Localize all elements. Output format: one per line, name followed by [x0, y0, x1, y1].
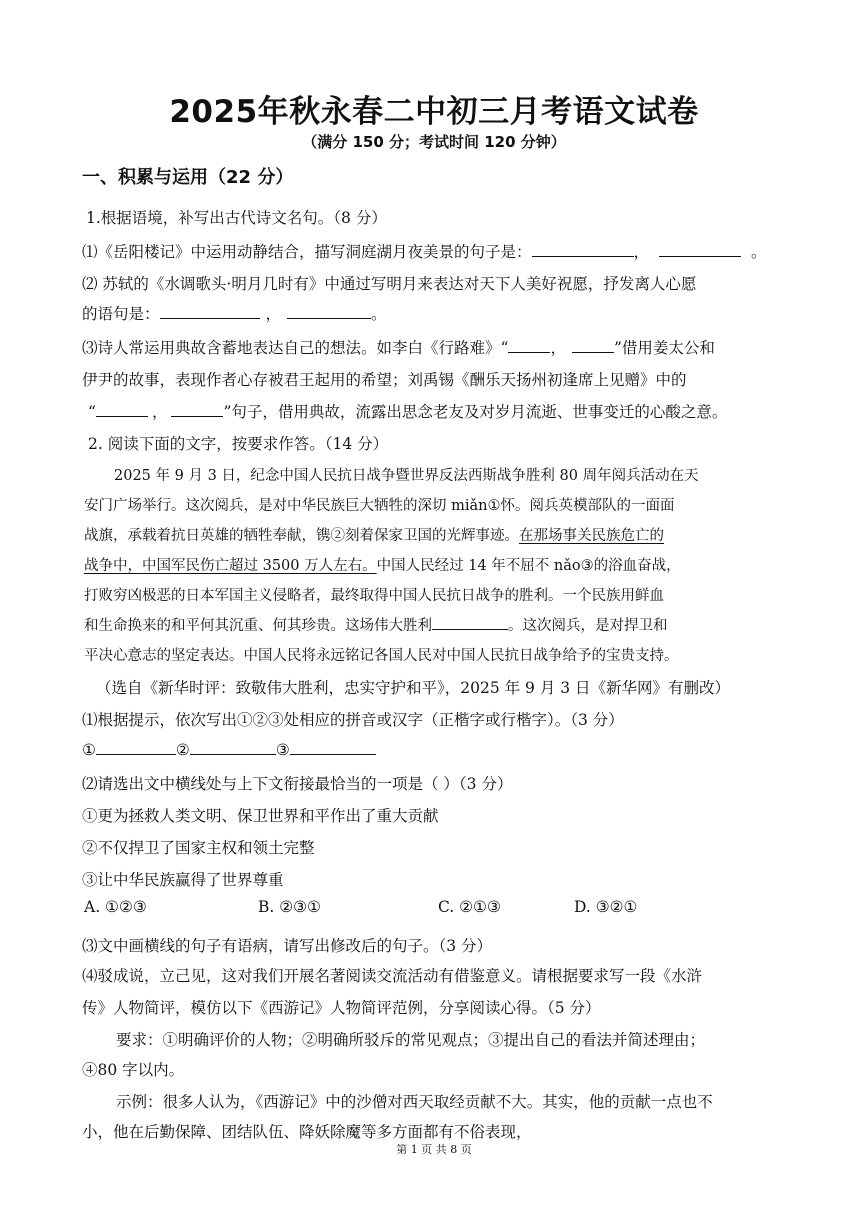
choice-c[interactable]: C. ②①③: [438, 898, 501, 916]
passage-line: [84, 524, 664, 545]
requirements-line2: ④80 字以内。: [82, 1061, 185, 1079]
page-number: 第 1 页 共 8 页: [396, 1143, 472, 1156]
q1-item2-text: 的语句是：: [82, 305, 160, 323]
page-title: 2025年秋永春二中初三月考语文试卷: [169, 94, 699, 130]
passage-source: （选自《新华时评：致敬伟大胜利，忠实守护和平》，2025 年 9 月 3 日《新华网》有删改）: [96, 679, 731, 697]
answer-blank[interactable]: [287, 304, 371, 319]
passage-line: 打败穷凶极恶的日本军国主义侵略者，最终取得中国人民抗日战争的胜利。一个民族用鲜血: [84, 588, 664, 604]
passage-line: [84, 554, 681, 575]
comma: ，: [151, 403, 168, 421]
period: 。: [751, 243, 767, 261]
exam-info: （满分 150 分；考试时间 120 分钟）: [302, 133, 566, 151]
answer-blank[interactable]: [572, 338, 614, 353]
q2-sub3: ⑶文中画横线的句子有语病，请写出修改后的句子。（3 分）: [82, 937, 493, 955]
choice-a[interactable]: A. ①②③: [84, 898, 147, 916]
q1-item3-line1: [82, 336, 715, 358]
answer-blank[interactable]: [508, 338, 550, 353]
q2-sub4-line2: 传》人物简评，模仿以下《西游记》人物简评范例，分享阅读心得。（5 分）: [82, 999, 601, 1017]
requirements-line1: 要求：①明确评价的人物；②明确所驳斥的常见观点；③提出自己的看法并简述理由；: [116, 1031, 706, 1049]
example-line2: 小，他在后勤保障、团结队伍、降妖除魔等多方面都有不俗表现，: [82, 1123, 532, 1141]
q1-item1-text: ⑴《岳阳楼记》中运用动静结合，描写洞庭湖月夜美景的句子是：: [82, 243, 532, 261]
q2-sub4-line1: ⑷驳成说，立己见，这对我们开展名著阅读交流活动有借鉴意义。请根据要求写一段《水浒: [82, 967, 703, 985]
marker-3: ③: [275, 741, 290, 759]
q2-stem: 2. 阅读下面的文字，按要求作答。（14 分）: [88, 435, 389, 453]
option-1: ①更为拯救人类文明、保卫世界和平作出了重大贡献: [82, 807, 439, 825]
comma: ，: [265, 305, 282, 323]
q2-sub1-answers: [82, 740, 376, 759]
answer-blank[interactable]: [160, 304, 260, 319]
passage-text: 。这次阅兵，是对捍卫和: [508, 618, 668, 634]
option-3: ③让中华民族赢得了世界尊重: [82, 871, 284, 889]
underlined-sentence: 在那场事关民族危亡的: [519, 528, 664, 544]
passage-text: 和生命换来的和平何其沉重、何其珍贵。这场伟大胜利: [84, 618, 432, 634]
q1-item2-line2: [82, 302, 387, 324]
marker-2: ②: [175, 741, 190, 759]
answer-blank[interactable]: [432, 615, 508, 630]
example-line1: 示例：很多人认为，《西游记》中的沙僧对西天取经贡献不大。其实，他的贡献一点也不: [116, 1093, 713, 1111]
period: 。: [371, 305, 387, 323]
section-heading: 一、积累与运用（22 分）: [82, 167, 294, 188]
q1-stem: 1.根据语境，补写出古代诗文名句。（8 分）: [86, 209, 387, 227]
answer-blank[interactable]: [659, 242, 741, 257]
answer-blank[interactable]: [532, 242, 634, 257]
choice-d[interactable]: D. ③②①: [574, 898, 638, 916]
comma: ，: [550, 339, 566, 357]
open-quote: “: [88, 403, 96, 421]
q2-sub2: ⑵请选出文中横线处与上下文衔接最恰当的一项是（ ）（3 分）: [82, 775, 513, 793]
passage-line: 平决心意志的坚定表达。中国人民将永远铭记各国人民对中国人民抗日战争给予的宝贵支持。: [84, 648, 679, 664]
q1-item3-text: ⑶诗人常运用典故含蓄地表达自己的想法。如李白《行路难》“: [82, 339, 509, 357]
q1-item2-line1: ⑵ 苏轼的《水调歌头·明月几时有》中通过写明月来表达对天下人美好祝愿，抒发离人心愿: [82, 275, 697, 293]
answer-blank[interactable]: [96, 740, 176, 755]
passage-line: 安门广场举行。这次阅兵，是对中华民族巨大牺牲的深切 miǎn①怀。阅兵英模部队的一面面: [84, 498, 675, 514]
passage-text: 战旗，承载着抗日英雄的牺牲奉献，镌②刻着保家卫国的光辉事迹。: [84, 528, 519, 544]
q1-item3-text-end: ”句子，借用典故，流露出思念老友及对岁月流逝、世事变迁的心酸之意。: [223, 403, 728, 421]
passage-line: 2025 年 9 月 3 日，纪念中国人民抗日战争暨世界反法西斯战争胜利 80 周年阅兵活动在天: [114, 468, 699, 484]
q1-item3-line3: [88, 400, 727, 422]
option-2: ②不仅捍卫了国家主权和领土完整: [82, 839, 315, 857]
passage-text: 中国人民经过 14 年不屈不 nǎo③的浴血奋战，: [376, 558, 681, 574]
answer-blank[interactable]: [96, 402, 148, 417]
answer-blank[interactable]: [290, 740, 376, 755]
q1-item3-text-end: ”借用姜太公和: [613, 339, 715, 357]
q1-item1: [82, 240, 767, 262]
marker-1: ①: [82, 741, 96, 759]
choice-b[interactable]: B. ②③①: [258, 898, 321, 916]
q2-sub1: ⑴根据提示，依次写出①②③处相应的拼音或汉字（正楷字或行楷字）。（3 分）: [82, 711, 624, 729]
answer-blank[interactable]: [190, 740, 276, 755]
comma: ，: [633, 243, 650, 261]
answer-blank[interactable]: [171, 402, 223, 417]
q1-item3-line2: 伊尹的故事，表现作者心存被君王起用的希望；刘禹锡《酬乐天扬州初逢席上见赠》中的: [82, 371, 687, 389]
underlined-sentence: 战争中，中国军民伤亡超过 3500 万人左右。: [84, 558, 377, 574]
passage-line: [84, 614, 668, 635]
